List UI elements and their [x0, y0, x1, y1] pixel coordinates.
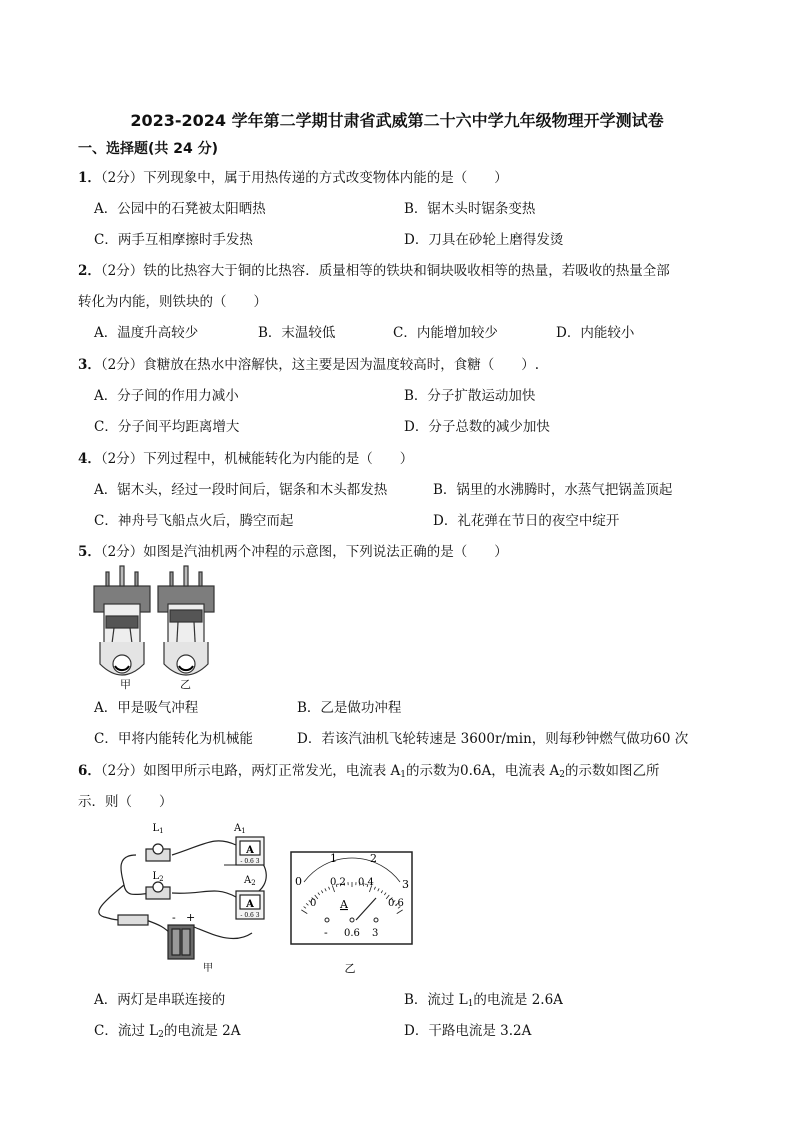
option-a[interactable]: A．分子间的作用力减小 [94, 388, 239, 404]
question-stem: 食糖放在热水中溶解快，这主要是因为温度较高时，食糖（ ）. [143, 357, 540, 373]
question-number: 6． [78, 763, 101, 779]
question-number: 2． [78, 263, 101, 279]
question-stem-mid: 的示数为0.6A，电流表 A [406, 763, 560, 779]
option-c[interactable]: C．神舟号飞船点火后，腾空而起 [94, 513, 294, 529]
top-scale-2: 2 [370, 852, 377, 865]
ammeter-A2-letter: A [246, 899, 254, 910]
option-c[interactable]: C．两手互相摩擦时手发热 [94, 232, 253, 248]
figure-label-jia: 甲 [120, 678, 131, 691]
figure-label-jia: 甲 [203, 963, 213, 974]
option-a[interactable]: A．甲是吸气冲程 [94, 700, 199, 716]
question-stem: 铁的比热容大于铜的比热容．质量相等的铁块和铜块吸收相等的热量，若吸收的热量全部 [143, 263, 670, 279]
terminal-minus: - [324, 926, 328, 939]
engine-jia-drawing [94, 566, 150, 675]
option-a[interactable]: A．公园中的石凳被太阳晒热 [94, 201, 266, 217]
option-b[interactable] [404, 988, 563, 1009]
option-c-text: 的电流是 2A [163, 1023, 241, 1039]
option-b[interactable]: B．锅里的水沸腾时，水蒸气把锅盖顶起 [433, 482, 673, 498]
engine-yi-drawing [158, 566, 214, 675]
option-a[interactable]: A．锯木头，经过一段时间后，锯条和木头都发热 [94, 482, 388, 498]
top-scale-3: 3 [402, 878, 409, 891]
figure-label-yi: 乙 [344, 962, 356, 975]
question-stem: 如图是汽油机两个冲程的示意图，下列说法正确的是（ ） [143, 544, 508, 560]
question-points: （2分） [100, 763, 144, 779]
question-points: （2分） [100, 357, 144, 373]
option-a[interactable]: A．两灯是串联连接的 [94, 992, 226, 1008]
bottom-scale-0: 0 [310, 898, 317, 909]
option-c[interactable] [94, 1019, 240, 1040]
figure-label-yi: 乙 [180, 678, 191, 691]
question-stem: 下列现象中，属于用热传递的方式改变物体内能的是（ ） [143, 170, 508, 186]
question-stem-pre: 如图甲所示电路，两灯正常发光，电流表 A [143, 763, 401, 779]
label-A1: $A_1$ [234, 823, 246, 835]
question-2 [78, 259, 670, 279]
option-c-text: C．流过 L [94, 1023, 159, 1039]
question-6 [78, 759, 660, 780]
bottom-scale-3: 0.6 [388, 898, 404, 909]
option-d[interactable]: D．分子总数的减少加快 [404, 419, 550, 435]
question-1 [78, 166, 508, 186]
ammeter-A1-letter: A [246, 845, 254, 856]
subscript: 1 [400, 770, 407, 780]
ammeter-A1-terminals: - 0.6 3 [240, 858, 260, 865]
question-4 [78, 447, 413, 467]
question-points: （2分） [100, 170, 144, 186]
option-b-text: B．流过 L [404, 992, 468, 1008]
subscript: 2 [559, 770, 566, 780]
option-b-text: 的电流是 2.6A [473, 992, 563, 1008]
top-scale-1: 1 [330, 852, 337, 865]
question-points: （2分） [100, 544, 144, 560]
question-5 [78, 540, 508, 560]
dial-unit: A [340, 898, 348, 911]
bottom-scale-2: 0.4 [358, 877, 374, 888]
page-title: 2023-2024 学年第二学期甘肃省武威第二十六中学九年级物理开学测试卷 [130, 111, 664, 130]
circuit-diagram [94, 815, 274, 975]
section-heading: 一、选择题(共 24 分) [78, 141, 219, 157]
label-A2: $A_2$ [244, 875, 256, 887]
option-c[interactable]: C．甲将内能转化为机械能 [94, 731, 253, 747]
label-L2: $L_2$ [152, 871, 164, 883]
option-d[interactable]: D．若该汽油机飞轮转速是 3600r/min，则每秒钟燃气做功60 次 [297, 731, 689, 747]
option-a[interactable]: A．温度升高较少 [94, 325, 199, 341]
question-2-stem-cont: 转化为内能，则铁块的（ ） [78, 294, 267, 310]
bottom-scale-1: 0.2 [330, 877, 346, 888]
question-number: 3． [78, 357, 101, 373]
question-stem: 下列过程中，机械能转化为内能的是（ ） [143, 451, 414, 467]
option-c[interactable]: C．内能增加较少 [393, 325, 498, 341]
option-d[interactable]: D．礼花弹在节日的夜空中绽开 [433, 513, 620, 529]
option-b[interactable]: B．分子扩散运动加快 [404, 388, 536, 404]
question-points: （2分） [100, 263, 144, 279]
option-b[interactable]: B．锯木头时锯条变热 [404, 201, 536, 217]
subscript: 2 [158, 1030, 164, 1040]
ammeter-A2-terminals: - 0.6 3 [240, 912, 260, 919]
option-b[interactable]: B．乙是做功冲程 [297, 700, 402, 716]
option-b[interactable]: B．末温较低 [258, 325, 336, 341]
question-6-stem-cont: 示．则（ ） [78, 794, 173, 810]
question-number: 4． [78, 451, 101, 467]
top-scale-0: 0 [295, 875, 302, 888]
option-d[interactable]: D．内能较小 [556, 325, 635, 341]
terminal-3: 3 [372, 928, 379, 939]
option-d[interactable]: D．干路电流是 3.2A [404, 1023, 532, 1039]
engine-stroke-figure [90, 564, 220, 690]
question-number: 5． [78, 544, 101, 560]
question-3 [78, 353, 539, 373]
question-stem-post: 的示数如图乙所 [565, 763, 660, 779]
battery-minus: - [172, 911, 176, 924]
battery-plus: + [186, 911, 196, 924]
question-number: 1． [78, 170, 101, 186]
terminal-0.6: 0.6 [344, 928, 360, 939]
option-d[interactable]: D．刀具在砂轮上磨得发烫 [404, 232, 564, 248]
question-points: （2分） [100, 451, 144, 467]
label-L1: $L_1$ [152, 823, 164, 835]
option-c[interactable]: C．分子间平均距离增大 [94, 419, 240, 435]
subscript: 1 [467, 999, 474, 1009]
ammeter-dial [290, 848, 416, 976]
